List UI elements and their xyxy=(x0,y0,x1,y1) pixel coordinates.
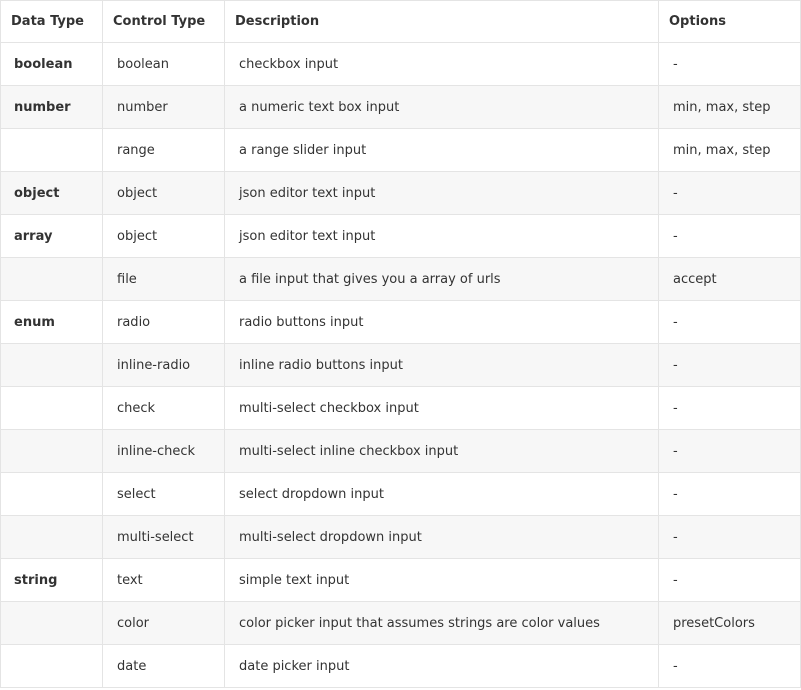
options-cell: min, max, step xyxy=(659,129,801,172)
control-type-cell: object xyxy=(103,172,225,215)
table-row xyxy=(1,344,801,387)
control-type-cell: inline-radio xyxy=(103,344,225,387)
options-cell: min, max, step xyxy=(659,86,801,129)
description-cell: a numeric text box input xyxy=(225,86,659,129)
table-row xyxy=(1,301,801,344)
control-type-cell: date xyxy=(103,645,225,688)
description-cell: json editor text input xyxy=(225,172,659,215)
table-row xyxy=(1,172,801,215)
control-type-cell: multi-select xyxy=(103,516,225,559)
control-type-cell: inline-check xyxy=(103,430,225,473)
table-row xyxy=(1,559,801,602)
description-cell: color picker input that assumes strings are color values xyxy=(225,602,659,645)
data-type-cell: enum xyxy=(1,301,103,344)
data-type-cell xyxy=(1,473,103,516)
description-cell: json editor text input xyxy=(225,215,659,258)
table-row xyxy=(1,43,801,86)
data-type-cell xyxy=(1,645,103,688)
options-cell: - xyxy=(659,473,801,516)
description-cell: a range slider input xyxy=(225,129,659,172)
data-type-cell: object xyxy=(1,172,103,215)
description-cell: simple text input xyxy=(225,559,659,602)
control-type-cell: text xyxy=(103,559,225,602)
options-cell: - xyxy=(659,516,801,559)
description-cell: multi-select checkbox input xyxy=(225,387,659,430)
header-row xyxy=(1,1,801,43)
control-type-cell: check xyxy=(103,387,225,430)
control-type-cell: radio xyxy=(103,301,225,344)
control-type-cell: number xyxy=(103,86,225,129)
control-type-cell: color xyxy=(103,602,225,645)
description-cell: select dropdown input xyxy=(225,473,659,516)
data-type-cell xyxy=(1,344,103,387)
table-row xyxy=(1,129,801,172)
options-cell: - xyxy=(659,301,801,344)
control-type-cell: select xyxy=(103,473,225,516)
table-header xyxy=(1,1,801,43)
control-type-cell: file xyxy=(103,258,225,301)
options-cell: - xyxy=(659,387,801,430)
table-body xyxy=(1,43,801,688)
data-type-cell xyxy=(1,430,103,473)
data-type-cell: boolean xyxy=(1,43,103,86)
table-row xyxy=(1,258,801,301)
options-cell: - xyxy=(659,215,801,258)
data-type-cell: number xyxy=(1,86,103,129)
options-cell: presetColors xyxy=(659,602,801,645)
data-type-cell: string xyxy=(1,559,103,602)
header-description: Description xyxy=(225,1,659,43)
header-data-type: Data Type xyxy=(1,1,103,43)
control-type-cell: range xyxy=(103,129,225,172)
header-control-type: Control Type xyxy=(103,1,225,43)
options-cell: accept xyxy=(659,258,801,301)
description-cell: date picker input xyxy=(225,645,659,688)
description-cell: checkbox input xyxy=(225,43,659,86)
table-row xyxy=(1,645,801,688)
description-cell: a file input that gives you a array of urls xyxy=(225,258,659,301)
options-cell: - xyxy=(659,43,801,86)
data-type-cell xyxy=(1,129,103,172)
data-type-cell xyxy=(1,387,103,430)
options-cell: - xyxy=(659,645,801,688)
options-cell: - xyxy=(659,559,801,602)
options-cell: - xyxy=(659,344,801,387)
data-type-cell xyxy=(1,258,103,301)
options-cell: - xyxy=(659,430,801,473)
table-row xyxy=(1,215,801,258)
data-type-cell xyxy=(1,516,103,559)
data-type-cell: array xyxy=(1,215,103,258)
table-row xyxy=(1,602,801,645)
table-row xyxy=(1,387,801,430)
description-cell: multi-select inline checkbox input xyxy=(225,430,659,473)
data-type-cell xyxy=(1,602,103,645)
table-row xyxy=(1,86,801,129)
control-type-cell: object xyxy=(103,215,225,258)
description-cell: multi-select dropdown input xyxy=(225,516,659,559)
description-cell: radio buttons input xyxy=(225,301,659,344)
control-type-cell: boolean xyxy=(103,43,225,86)
description-cell: inline radio buttons input xyxy=(225,344,659,387)
header-options: Options xyxy=(659,1,801,43)
table-row xyxy=(1,430,801,473)
options-cell: - xyxy=(659,172,801,215)
table-row xyxy=(1,516,801,559)
table-row xyxy=(1,473,801,516)
